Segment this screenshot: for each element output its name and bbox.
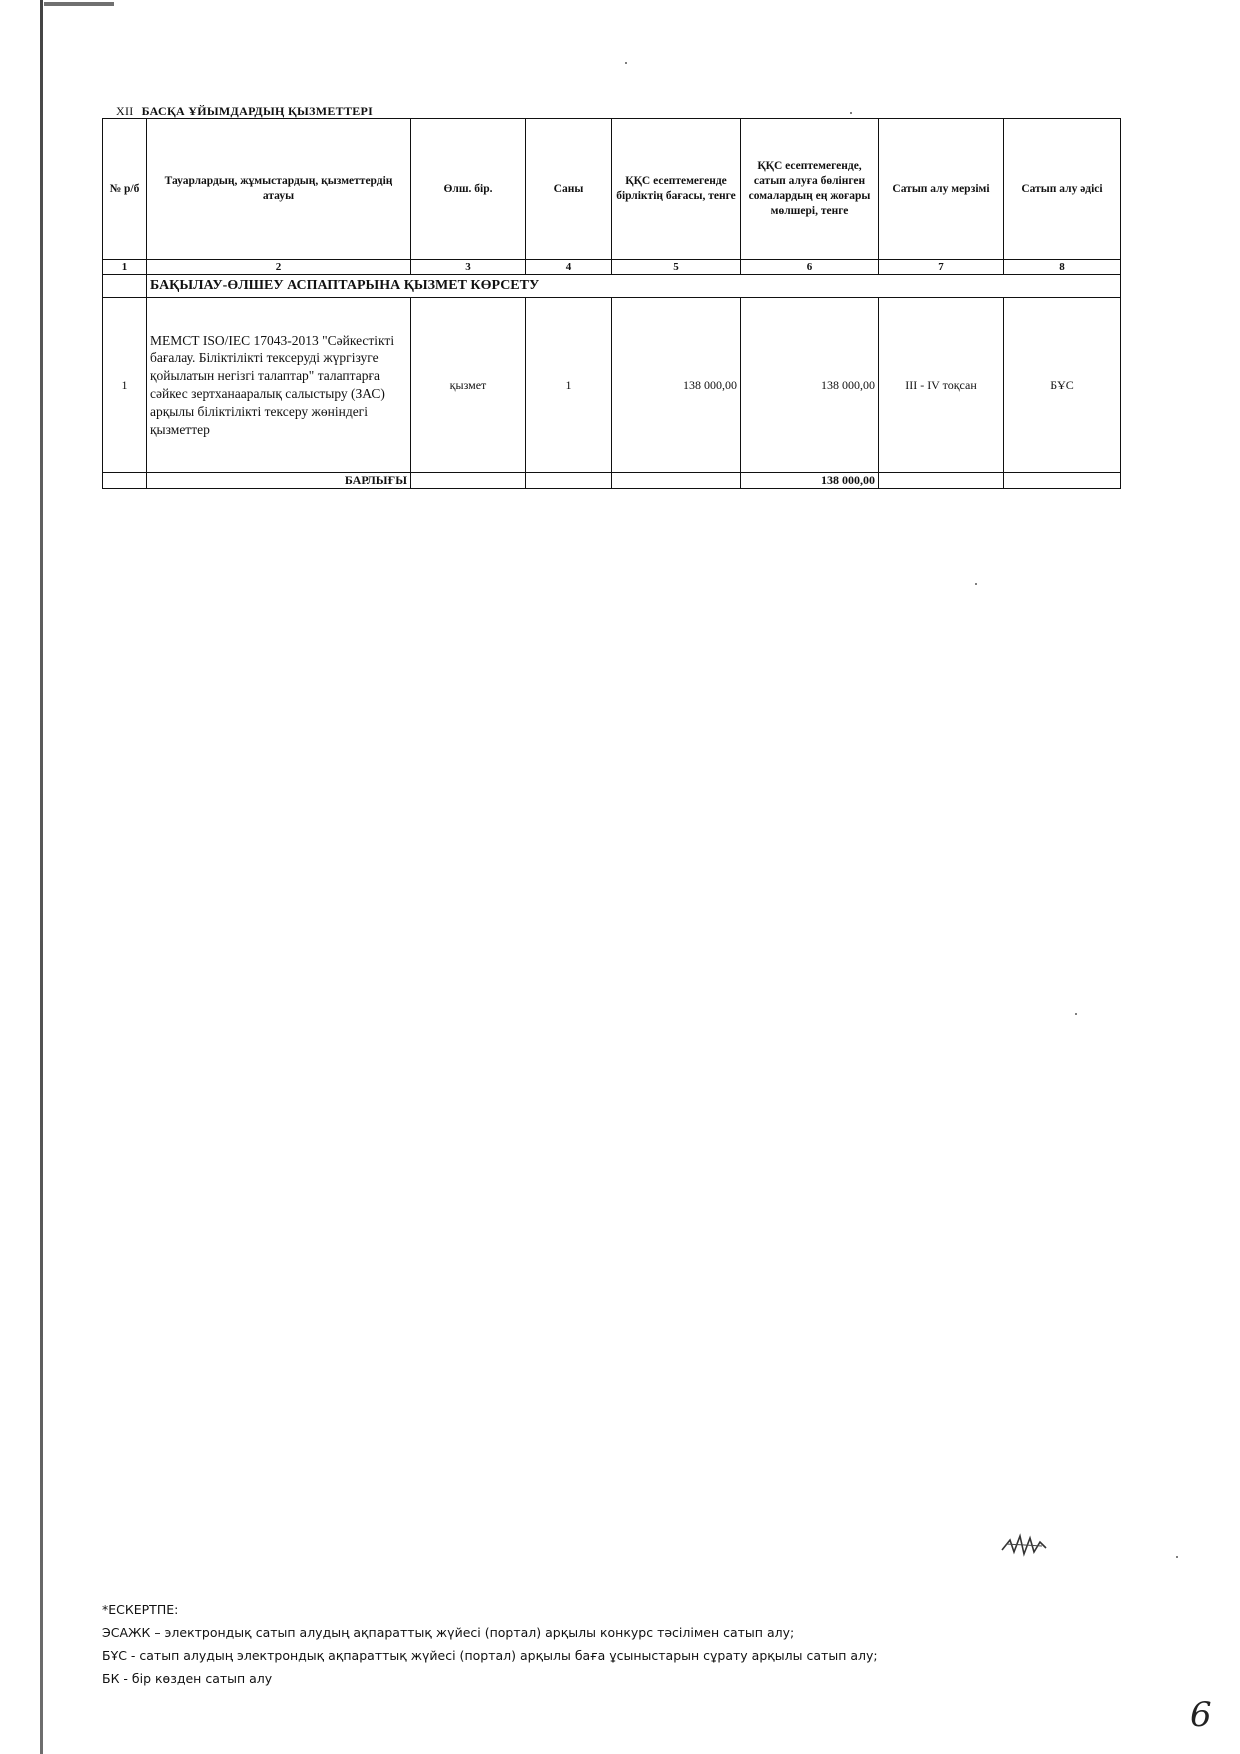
category-blank <box>103 275 147 298</box>
column-number-row <box>103 260 1121 275</box>
scan-speck <box>975 583 977 585</box>
row-method: БҰС <box>1004 298 1121 473</box>
section-title <box>116 104 373 119</box>
colnum-6: 6 <box>741 260 879 275</box>
colnum-3: 3 <box>411 260 526 275</box>
footnote-line: БҰС - сатып алудың электрондық ақпараттық жүйесі (портал) арқылы баға ұсыныстарын сұрату арқылы сатып алу; <box>102 1648 878 1663</box>
total-amount: 138 000,00 <box>741 473 879 489</box>
row-name: МЕМСТ ISO/IEC 17043-2013 "Сәйкестікті бағалау. Біліктілікті тексеруді жүргізуге қойылатын негізгі талаптар" талаптарға сәйкес зертханааралық салыстыру (ЗАС) арқылы біліктілікті тексеру жөніндегі қызметтер <box>147 298 411 473</box>
scan-speck <box>850 112 852 114</box>
header-period: Сатып алу мерзімі <box>879 119 1004 260</box>
section-title-text: БАСҚА ҰЙЫМДАРДЫҢ ҚЫЗМЕТТЕРІ <box>141 104 374 118</box>
row-amount: 138 000,00 <box>741 298 879 473</box>
scan-edge <box>40 0 43 1754</box>
table-row <box>103 298 1121 473</box>
total-blank-7 <box>879 473 1004 489</box>
category-title: БАҚЫЛАУ-ӨЛШЕУ АСПАПТАРЫНА ҚЫЗМЕТ КӨРСЕТУ <box>147 275 1121 298</box>
colnum-7: 7 <box>879 260 1004 275</box>
header-name: Тауарлардың, жұмыстардың, қызметтердің атауы <box>147 119 411 260</box>
category-row <box>103 275 1121 298</box>
header-method: Сатып алу әдісі <box>1004 119 1121 260</box>
page-number: 6 <box>1190 1695 1212 1735</box>
total-blank-8 <box>1004 473 1121 489</box>
total-row <box>103 473 1121 489</box>
ink-smudge-mark <box>998 1530 1050 1560</box>
header-row <box>103 119 1121 260</box>
scan-speck <box>1176 1556 1178 1558</box>
header-num: № р/б <box>103 119 147 260</box>
row-num: 1 <box>103 298 147 473</box>
procurement-table <box>102 118 1121 489</box>
scan-speck <box>1075 1013 1077 1015</box>
footnote-line: БК - бір көзден сатып алу <box>102 1671 273 1686</box>
header-qty: Саны <box>526 119 612 260</box>
scan-speck <box>625 62 627 64</box>
colnum-8: 8 <box>1004 260 1121 275</box>
total-blank-3 <box>411 473 526 489</box>
footnote-line: ЭСАЖК – электрондық сатып алудың ақпараттық жүйесі (портал) арқылы конкурс тәсілімен сатып алу; <box>102 1625 795 1640</box>
footnote-heading: *ЕСКЕРТПЕ: <box>102 1602 179 1617</box>
header-unit: Өлш. бір. <box>411 119 526 260</box>
header-price: ҚҚС есептемегенде бірліктің бағасы, тенге <box>612 119 741 260</box>
colnum-4: 4 <box>526 260 612 275</box>
total-blank-4 <box>526 473 612 489</box>
row-price: 138 000,00 <box>612 298 741 473</box>
row-period: III - IV тоқсан <box>879 298 1004 473</box>
total-label: БАРЛЫҒЫ <box>147 473 411 489</box>
total-blank-5 <box>612 473 741 489</box>
header-amount: ҚҚС есептемегенде, сатып алуға бөлінген сомалардың ең жоғары мөлшері, тенге <box>741 119 879 260</box>
section-number: XII <box>116 104 134 118</box>
row-unit: қызмет <box>411 298 526 473</box>
colnum-2: 2 <box>147 260 411 275</box>
colnum-1: 1 <box>103 260 147 275</box>
row-qty: 1 <box>526 298 612 473</box>
colnum-5: 5 <box>612 260 741 275</box>
footnote <box>102 1598 878 1690</box>
total-blank-1 <box>103 473 147 489</box>
scan-edge-top <box>44 2 114 6</box>
